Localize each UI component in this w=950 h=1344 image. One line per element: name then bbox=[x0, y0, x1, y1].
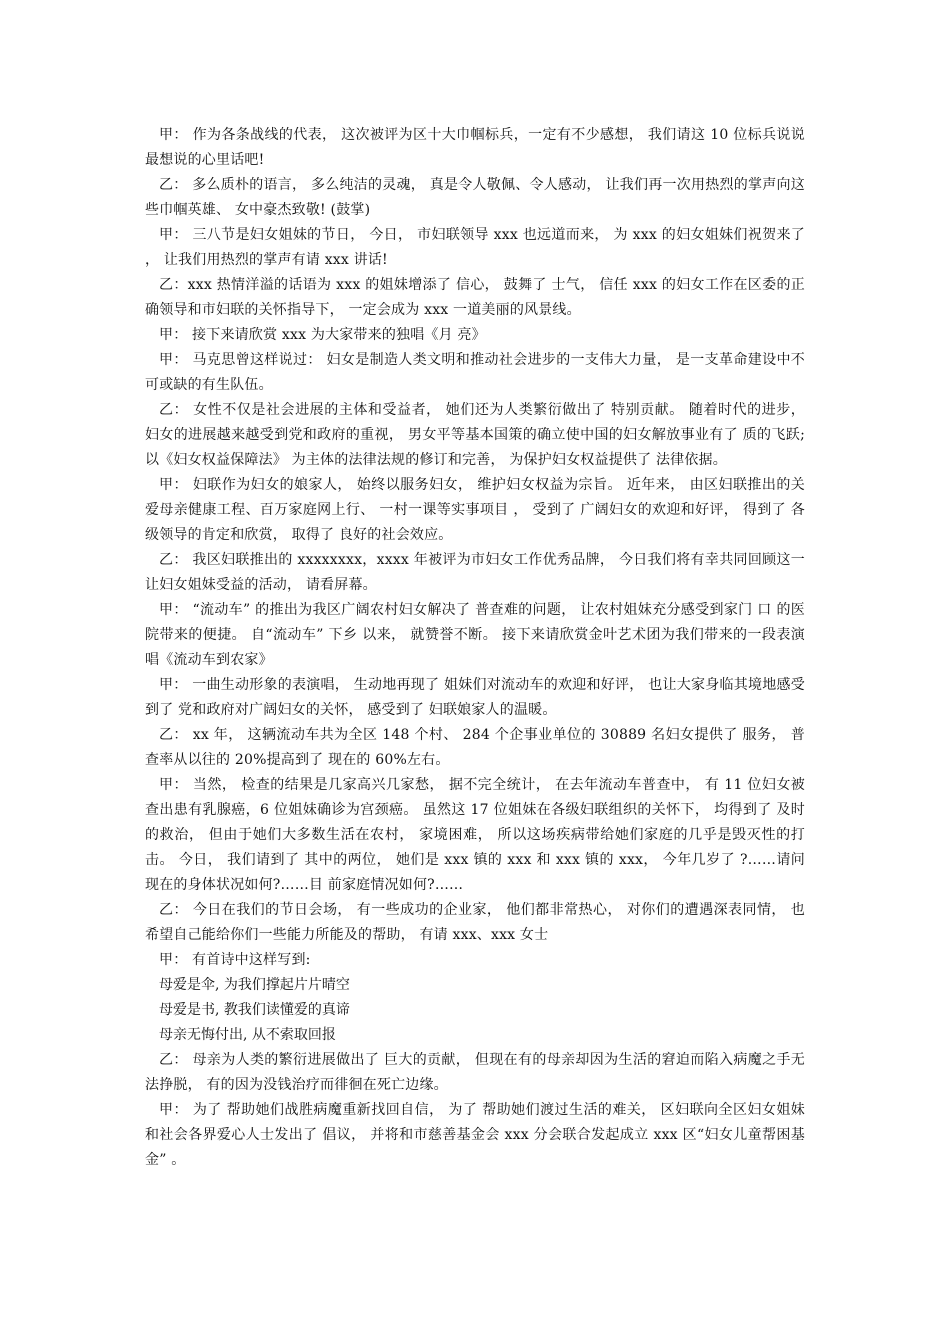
paragraph-14: 乙： 今日在我们的节日会场， 有一些成功的企业家， 他们都非常热心， 对你们的遭遇深表同情， 也希望自己能给你们一些能力所能及的帮助， 有请 xxx、xxx 女士 bbox=[145, 902, 805, 943]
document-body bbox=[145, 123, 805, 1173]
paragraph-12: 乙： xx 年， 这辆流动车共为全区 148 个村、 284 个企事业单位的 30889 名妇女提供了 服务， 普查率从以往的 20%提高到了 现在的 60%左右。 bbox=[145, 727, 805, 768]
paragraph-16: 乙： 母亲为人类的繁衍进展做出了 巨大的贡献， 但现在有的母亲却因为生活的窘迫而陷入病魔之手无法挣脱， 有的因为没钱治疗而徘徊在死亡边缘。 bbox=[145, 1052, 805, 1093]
paragraph-4: 乙：xxx 热情洋溢的话语为 xxx 的姐妹增添了 信心， 鼓舞了 士气， 信任 xxx 的妇女工作在区委的正确领导和市妇联的关怀指导下， 一定会成为 xxx 一道美丽的风景线。 bbox=[145, 277, 805, 318]
paragraph-9: 乙： 我区妇联推出的 xxxxxxxx，xxxx 年被评为市妇女工作优秀品牌， 今日我们将有幸共同回顾这一让妇女姐妹受益的活动， 请看屏幕。 bbox=[145, 552, 805, 593]
paragraph-11: 甲： 一曲生动形象的表演唱， 生动地再现了 姐妹们对流动车的欢迎和好评， 也让大家身临其境地感受到了 党和政府对广阔妇女的关怀， 感受到了 妇联娘家人的温暖。 bbox=[145, 677, 805, 718]
paragraph-3: 甲： 三八节是妇女姐妹的节日， 今日， 市妇联领导 xxx 也远道而来， 为 xxx 的妇女姐妹们祝贺来了 ， 让我们用热烈的掌声有请 xxx 讲话! bbox=[145, 227, 805, 268]
paragraph-2: 乙： 多么质朴的语言， 多么纯洁的灵魂， 真是令人敬佩、令人感动， 让我们再一次用热烈的掌声向这些巾帼英雄、 女中豪杰致敬! (鼓掌) bbox=[145, 177, 805, 218]
paragraph-7: 乙： 女性不仅是社会进展的主体和受益者， 她们还为人类繁衍做出了 特别贡献。 随着时代的进步， 妇女的进展越来越受到党和政府的重视， 男女平等基本国策的确立使中国的妇女解放事业有了 质的飞跃; 以《妇女权益保障法》 为主体的法律法规的修订和完善， 为保护妇女权益提供了 法律依据。 bbox=[145, 402, 805, 468]
paragraph-6: 甲： 马克思曾这样说过： 妇女是制造人类文明和推动社会进步的一支伟大力量， 是一支革命建设中不可或缺的有生队伍。 bbox=[145, 352, 805, 393]
poem-line-3: 母亲无悔付出, 从不索取回报 bbox=[159, 1027, 336, 1043]
poem-line-2: 母爱是书, 教我们读懂爱的真谛 bbox=[159, 1002, 350, 1018]
paragraph-15: 甲： 有首诗中这样写到: bbox=[159, 952, 311, 968]
paragraph-10: 甲： “流动车” 的推出为我区广阔农村妇女解决了 普查难的问题， 让农村姐妹充分感受到家门 口 的医院带来的便捷。 自“流动车” 下乡 以来， 就赞誉不断。 接下来请欣赏金叶艺术团为我们带来的一段表演唱《流动车到农家》 bbox=[145, 602, 805, 668]
paragraph-5: 甲： 接下来请欣赏 xxx 为大家带来的独唱《月 亮》 bbox=[159, 327, 486, 343]
paragraph-8: 甲： 妇联作为妇女的娘家人， 始终以服务妇女， 维护妇女权益为宗旨。 近年来， 由区妇联推出的关爱母亲健康工程、百万家庭网上行、 一村一课等实事项目 ， 受到了 广阔妇女的欢迎和好评， 得到了 各级领导的肯定和欣赏， 取得了 良好的社会效应。 bbox=[145, 477, 805, 543]
paragraph-1: 甲： 作为各条战线的代表， 这次被评为区十大巾帼标兵，一定有不少感想， 我们请这 10 位标兵说说最想说的心里话吧! bbox=[145, 127, 805, 168]
paragraph-17: 甲： 为了 帮助她们战胜病魔重新找回自信， 为了 帮助她们渡过生活的难关， 区妇联向全区妇女姐妹和社会各界爱心人士发出了 倡议， 并将和市慈善基金会 xxx 分会联合发起成立 xxx 区“妇女儿童帮困基金” 。 bbox=[145, 1102, 805, 1168]
paragraph-13: 甲： 当然， 检查的结果是几家高兴几家愁， 据不完全统计， 在去年流动车普查中， 有 11 位妇女被查出患有乳腺癌，6 位姐妹确诊为宫颈癌。 虽然这 17 位姐妹在各级妇联组织的关怀下， 均得到了 及时的救治， 但由于她们大多数生活在农村， 家境困难， 所以这场疾病带给她们家庭的几乎是毁灭性的打击。 今日， 我们请到了 其中的两位， 她们是 xxx 镇的 xxx 和 xxx 镇的 xxx， 今年几岁了 ?……请问现在的身体状况如何?……目 前家庭情况如何?…… bbox=[145, 777, 805, 893]
poem-line-1: 母爱是伞, 为我们撑起片片晴空 bbox=[159, 977, 350, 993]
